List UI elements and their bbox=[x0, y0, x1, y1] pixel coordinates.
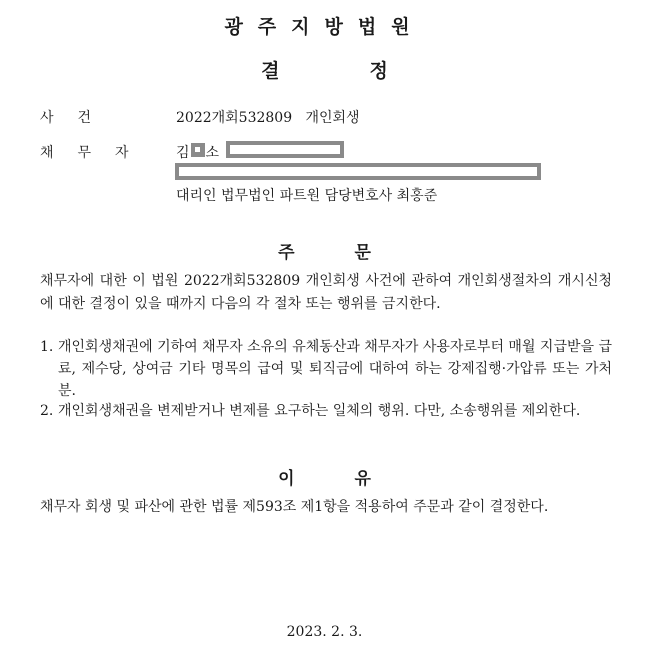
order-heading: 주문 bbox=[278, 243, 431, 263]
debtor-name-last: 소 bbox=[205, 145, 220, 161]
order-item-text: 개인회생채권을 변제받거나 변제를 요구하는 일체의 행위. 다만, 소송행위를 제외한다. bbox=[58, 403, 581, 419]
case-value bbox=[176, 107, 360, 127]
redaction-box-address bbox=[175, 163, 541, 180]
court-name: 광주지방법원 bbox=[224, 16, 425, 38]
order-item-number: 2. bbox=[40, 403, 54, 419]
case-number: 2022개회532809 bbox=[176, 110, 293, 126]
redaction-mask-name bbox=[191, 143, 205, 157]
order-item-number: 1. bbox=[40, 339, 54, 355]
case-label: 사건 bbox=[40, 110, 116, 126]
case-name: 개인회생 bbox=[305, 110, 360, 126]
order-intro: 채무자에 대한 이 법원 2022개회532809 개인회생 사건에 관하여 개인회생절차의 개시신청에 대한 결정이 있을 때까지 다음의 각 절차 또는 행위를 금지한다. bbox=[40, 273, 612, 312]
reason-text: 채무자 회생 및 파산에 관한 법률 제593조 제1항을 적용하여 주문과 같이 결정한다. bbox=[40, 499, 549, 515]
order-item-text: 개인회생채권에 기하여 채무자 소유의 유체동산과 채무자가 사용자로부터 매월 지급받을 급료, 제수당, 상여금 기타 명목의 급여 및 퇴직금에 대하여 하는 강제집행·가압류 또는 가처분. bbox=[58, 339, 612, 399]
order-item-2 bbox=[40, 400, 612, 422]
debtor-label: 채무자 bbox=[40, 145, 153, 161]
order-item-1 bbox=[40, 336, 612, 402]
document-type: 결정 bbox=[261, 60, 478, 82]
representative: 대리인 법무법인 파트원 담당변호사 최홍준 bbox=[176, 188, 438, 204]
reason-heading: 이유 bbox=[278, 469, 431, 489]
redaction-box-id bbox=[226, 141, 344, 158]
debtor-name-first: 김 bbox=[176, 145, 190, 161]
decision-date: 2023. 2. 3. bbox=[286, 624, 363, 640]
